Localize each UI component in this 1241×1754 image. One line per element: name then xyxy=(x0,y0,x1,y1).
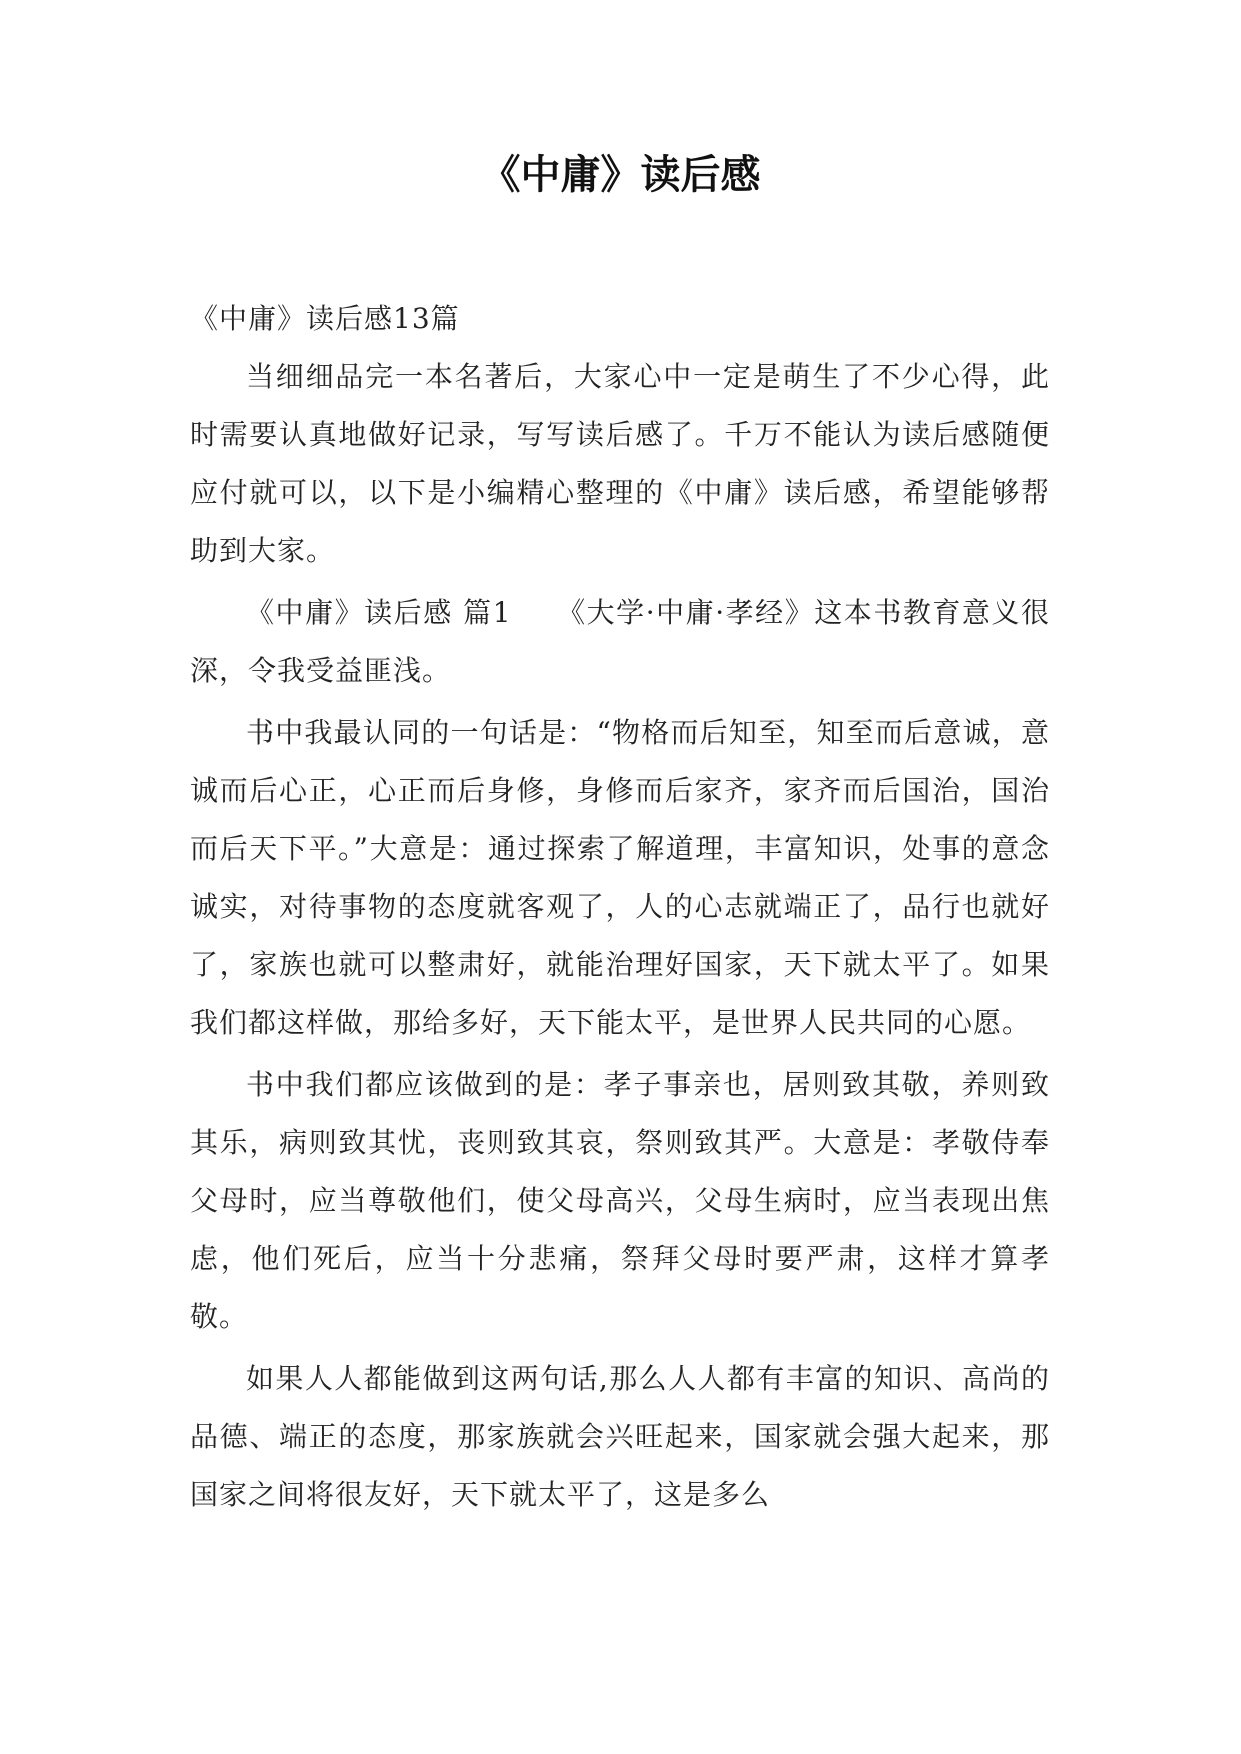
intro-paragraph: 当细细品完一本名著后，大家心中一定是萌生了不少心得，此时需要认真地做好记录，写写读后感了。千万不能认为读后感随便应付就可以，以下是小编精心整理的《中庸》读后感，希望能够帮助到大家。 xyxy=(190,360,1050,567)
document-subtitle: 《中庸》读后感13篇 xyxy=(190,302,460,335)
body-paragraph: 书中我们都应该做到的是：孝子事亲也，居则致其敬，养则致其乐，病则致其忧，丧则致其哀，祭则致其严。大意是：孝敬侍奉父母时，应当尊敬他们，使父母高兴，父母生病时，应当表现出焦虑，他们死后，应当十分悲痛，祭拜父母时要严肃，这样才算孝敬。 xyxy=(190,1068,1050,1333)
document-title: 《中庸》读后感 xyxy=(480,152,761,198)
body-paragraph: 书中我最认同的一句话是：“物格而后知至，知至而后意诚，意诚而后心正，心正而后身修，身修而后家齐，家齐而后国治，国治而后天下平。”大意是：通过探索了解道理，丰富知识，处事的意念诚实，对待事物的态度就客观了，人的心志就端正了，品行也就好了，家族也就可以整肃好，就能治理好国家，天下就太平了。如果我们都这样做，那给多好，天下能太平，是世界人民共同的心愿。 xyxy=(190,716,1050,1039)
essay-1-heading-paragraph: 《中庸》读后感 篇1 《大学·中庸·孝经》这本书教育意义很深，令我受益匪浅。 xyxy=(190,596,1050,687)
body-paragraph: 如果人人都能做到这两句话,那么人人都有丰富的知识、高尚的品德、端正的态度，那家族就会兴旺起来，国家就会强大起来，那国家之间将很友好，天下就太平了，这是多么 xyxy=(190,1362,1050,1511)
document-body xyxy=(190,290,1050,1524)
